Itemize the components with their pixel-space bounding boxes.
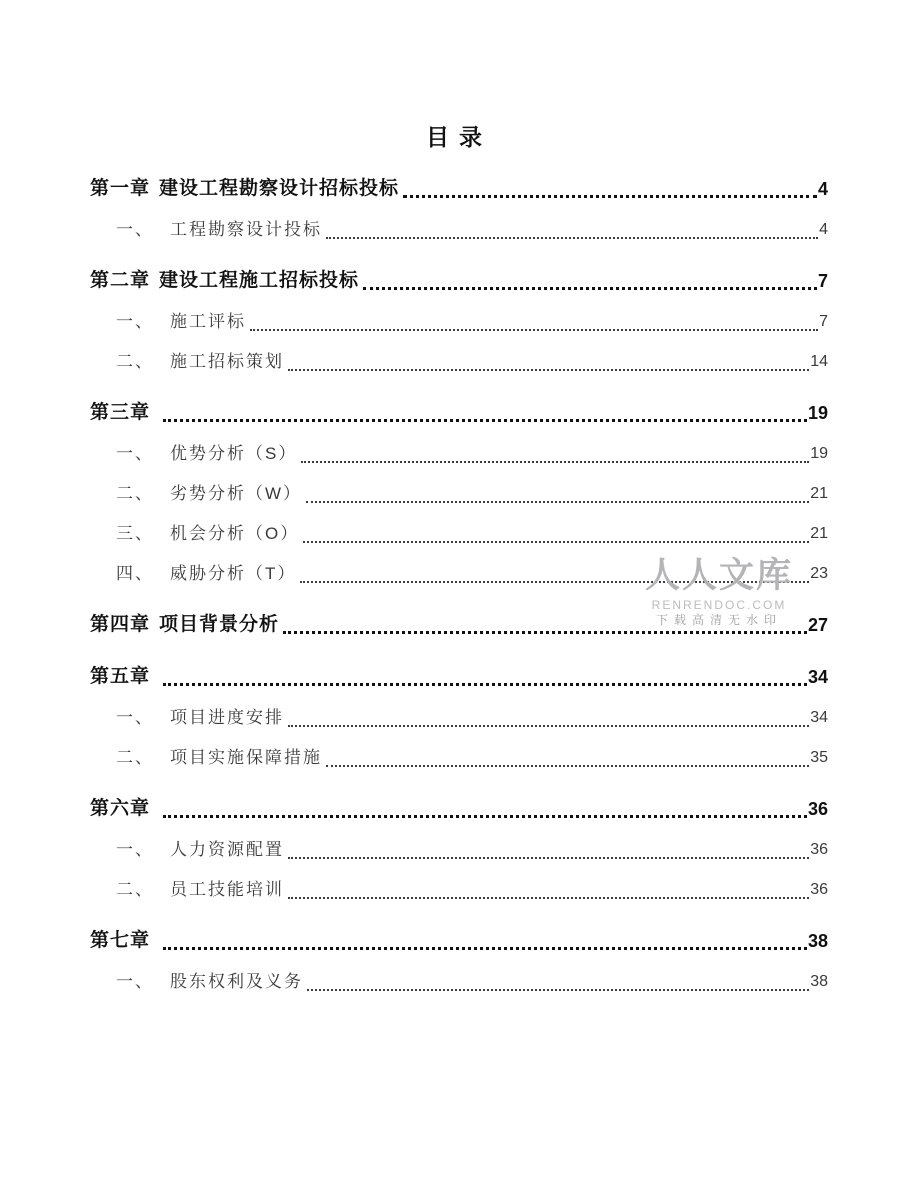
dot-leader-icon [363,287,817,290]
toc-entry-page: 4 [819,221,828,238]
toc-entry-page: 34 [807,667,828,687]
toc-entry-label: 员工技能培训 [170,880,284,899]
toc-entry[interactable] [90,926,828,956]
toc-entry-label: 项目背景分析 [159,614,280,635]
toc-entry-page: 36 [807,799,828,819]
toc-entry[interactable] [90,308,828,336]
dot-leader-icon [288,369,809,371]
toc-entry[interactable] [90,480,828,508]
toc-entry-number: 一、 [116,972,154,991]
toc-entry-label: 建设工程勘察设计招标投标 [159,178,400,199]
toc-entry-label: 优势分析（S） [170,444,298,463]
toc-entry-page: 21 [810,525,828,542]
dot-leader-icon [163,419,807,422]
toc-entry-number: 二、 [116,748,154,767]
toc-entry[interactable] [90,836,828,864]
watermark-brand: 人人文库 [645,556,794,595]
toc-entry-number: 三、 [116,524,154,543]
toc-entry[interactable] [90,266,828,296]
toc-entry[interactable] [90,744,828,772]
dot-leader-icon [163,947,807,950]
dot-leader-icon [288,857,809,859]
dot-leader-icon [326,765,809,767]
toc-entry-label: 机会分析（O） [170,524,300,543]
toc-entry-page: 27 [807,615,828,635]
watermark-tagline: 下载高清无水印 [656,613,783,627]
toc-entry-page: 4 [817,179,828,199]
toc-entry-page: 36 [810,881,828,898]
toc-entry-number: 第七章 [90,930,151,951]
dot-leader-icon [283,631,807,634]
dot-leader-icon [301,461,809,463]
toc-entry-page: 38 [807,931,828,951]
dot-leader-icon [288,725,809,727]
dot-leader-icon [326,237,818,239]
dot-leader-icon [403,195,817,198]
toc-entry-label: 威胁分析（T） [170,564,297,583]
dot-leader-icon [306,501,809,503]
watermark-domain: RENRENDOC.COM [651,598,787,612]
toc-entry-page: 19 [807,403,828,423]
dot-leader-icon [303,541,809,543]
toc-entry-label: 项目进度安排 [170,708,284,727]
toc-entry[interactable] [90,704,828,732]
toc-entry-number: 第五章 [90,666,151,687]
toc-entry-label: 工程勘察设计投标 [170,220,322,239]
toc-entry[interactable] [90,560,828,588]
dot-leader-icon [307,989,809,991]
toc-entry-number: 第四章 [90,614,151,635]
toc-entry[interactable] [90,968,828,996]
toc-entry-page: 38 [810,973,828,990]
toc-entry-number: 二、 [116,352,154,371]
toc-entry-number: 一、 [116,220,154,239]
toc-entry[interactable] [90,520,828,548]
toc-entry[interactable] [90,348,828,376]
toc-entry-number: 第六章 [90,798,151,819]
toc-entry-number: 一、 [116,708,154,727]
toc-list [90,174,828,996]
toc-entry-page: 34 [810,709,828,726]
toc-entry[interactable] [90,398,828,428]
dot-leader-icon [163,683,807,686]
page-title: 目录 [426,124,492,150]
toc-entry-page: 23 [810,565,828,582]
toc-entry-page: 35 [810,749,828,766]
toc-entry-label: 施工评标 [170,312,246,331]
toc-entry-number: 一、 [116,840,154,859]
toc-entry-number: 二、 [116,880,154,899]
toc-entry-page: 21 [810,485,828,502]
toc-entry-page: 19 [810,445,828,462]
toc-entry-page: 7 [819,313,828,330]
toc-entry-label: 劣势分析（W） [170,484,303,503]
dot-leader-icon [163,815,807,818]
toc-entry-page: 36 [810,841,828,858]
toc-entry[interactable] [90,794,828,824]
toc-entry-page: 14 [810,353,828,370]
toc-entry[interactable] [90,610,828,640]
toc-entry-label: 人力资源配置 [170,840,284,859]
toc-entry-page: 7 [817,271,828,291]
toc-entry-number: 二、 [116,484,154,503]
toc-entry-label: 项目实施保障措施 [170,748,322,767]
toc-entry[interactable] [90,174,828,204]
toc-entry-number: 第一章 [90,178,151,199]
dot-leader-icon [288,897,809,899]
dot-leader-icon [300,581,809,583]
toc-entry-number: 第三章 [90,402,151,423]
toc-entry[interactable] [90,876,828,904]
toc-entry-label: 股东权利及义务 [170,972,303,991]
toc-entry[interactable] [90,216,828,244]
toc-entry-label: 建设工程施工招标投标 [159,270,360,291]
toc-entry-number: 一、 [116,312,154,331]
toc-entry-label: 施工招标策划 [170,352,284,371]
toc-entry-number: 一、 [116,444,154,463]
toc-entry-number: 四、 [116,564,154,583]
dot-leader-icon [250,329,818,331]
toc-entry-number: 第二章 [90,270,151,291]
toc-entry[interactable] [90,440,828,468]
toc-entry[interactable] [90,662,828,692]
